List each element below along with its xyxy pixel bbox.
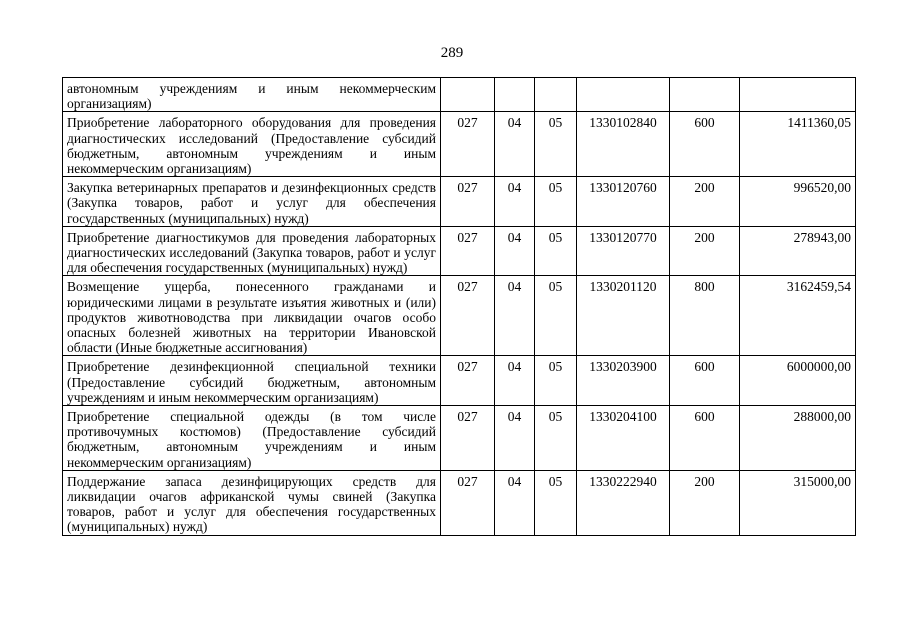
ministry-code: 027 (441, 276, 495, 356)
target-article-code: 1330120760 (577, 177, 670, 227)
table-row (63, 356, 856, 406)
row-description: Приобретение дезинфекционной специальной техники (Предоставление субсидий бюджетным, автономным учреждениям и иным некоммерческим организациям) (63, 356, 441, 406)
amount-value: 3162459,54 (740, 276, 856, 356)
ministry-code: 027 (441, 112, 495, 177)
expense-type-code: 200 (670, 226, 740, 276)
table-row (63, 470, 856, 535)
section-code: 04 (495, 226, 535, 276)
table-row (63, 406, 856, 471)
target-article-code: 1330204100 (577, 406, 670, 471)
ministry-code: 027 (441, 177, 495, 227)
table-row (63, 177, 856, 227)
expense-type-code: 600 (670, 406, 740, 471)
table-row (63, 276, 856, 356)
ministry-code (441, 78, 495, 112)
amount-value: 288000,00 (740, 406, 856, 471)
table-row (63, 226, 856, 276)
row-description: Приобретение специальной одежды (в том числе противочумных костюмов) (Предоставление субсидий бюджетным, автономным учреждениям и иным некоммерческим организациям) (63, 406, 441, 471)
amount-value: 996520,00 (740, 177, 856, 227)
subsection-code: 05 (535, 177, 577, 227)
target-article-code: 1330102840 (577, 112, 670, 177)
section-code: 04 (495, 276, 535, 356)
subsection-code: 05 (535, 470, 577, 535)
subsection-code (535, 78, 577, 112)
section-code: 04 (495, 177, 535, 227)
target-article-code: 1330201120 (577, 276, 670, 356)
expense-type-code: 800 (670, 276, 740, 356)
target-article-code: 1330222940 (577, 470, 670, 535)
page-number: 289 (440, 45, 464, 61)
section-code: 04 (495, 406, 535, 471)
ministry-code: 027 (441, 406, 495, 471)
subsection-code: 05 (535, 276, 577, 356)
section-code: 04 (495, 470, 535, 535)
section-code (495, 78, 535, 112)
target-article-code (577, 78, 670, 112)
ministry-code: 027 (441, 356, 495, 406)
row-description: Приобретение диагностикумов для проведения лабораторных диагностических исследований (Закупка товаров, работ и услуг для обеспечения государственных (муниципальных) нужд) (63, 226, 441, 276)
amount-value: 315000,00 (740, 470, 856, 535)
subsection-code: 05 (535, 226, 577, 276)
row-description: Возмещение ущерба, понесенного гражданами и юридическими лицами в результате изъятия животных и (или) продуктов животноводства при ликвидации очагов особо опасных болезней животных на территории Ивановской области (Иные бюджетные ассигнования) (63, 276, 441, 356)
expense-type-code: 600 (670, 356, 740, 406)
expense-type-code: 200 (670, 177, 740, 227)
subsection-code: 05 (535, 356, 577, 406)
row-description: Поддержание запаса дезинфицирующих средств для ликвидации очагов африканской чумы свиней (Закупка товаров, работ и услуг для обеспечения государственных (муниципальных) нужд) (63, 470, 441, 535)
row-description: Приобретение лабораторного оборудования для проведения диагностических исследований (Предоставление субсидий бюджетным, автономным учреждениям и иным некоммерческим организациям) (63, 112, 441, 177)
budget-table (62, 77, 856, 536)
amount-value (740, 78, 856, 112)
subsection-code: 05 (535, 406, 577, 471)
budget-table-body (63, 78, 856, 536)
ministry-code: 027 (441, 226, 495, 276)
table-row (63, 112, 856, 177)
section-code: 04 (495, 112, 535, 177)
section-code: 04 (495, 356, 535, 406)
subsection-code: 05 (535, 112, 577, 177)
table-row (63, 78, 856, 112)
expense-type-code (670, 78, 740, 112)
amount-value: 6000000,00 (740, 356, 856, 406)
ministry-code: 027 (441, 470, 495, 535)
target-article-code: 1330203900 (577, 356, 670, 406)
target-article-code: 1330120770 (577, 226, 670, 276)
row-description: автономным учреждениям и иным некоммерческим организациям) (63, 78, 441, 112)
row-description: Закупка ветеринарных препаратов и дезинфекционных средств (Закупка товаров, работ и услуг для обеспечения государственных (муниципальных) нужд) (63, 177, 441, 227)
amount-value: 1411360,05 (740, 112, 856, 177)
amount-value: 278943,00 (740, 226, 856, 276)
expense-type-code: 600 (670, 112, 740, 177)
expense-type-code: 200 (670, 470, 740, 535)
